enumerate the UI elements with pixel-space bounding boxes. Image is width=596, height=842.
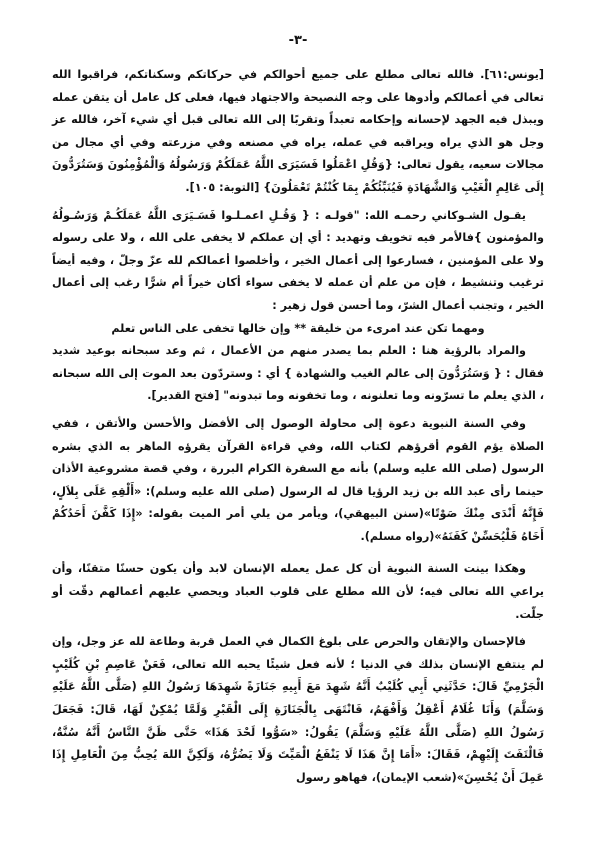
poem-verse-zuhair: ومهما تكن عند امرىء من خليقة ** وإن خالها تخفى على الناس تعلم bbox=[111, 321, 485, 335]
page-number: -٣- bbox=[288, 33, 308, 48]
paragraph-ihsan-hadith: فالإحسان والإتقان والحرص على بلوغ الكمال في العمل قربة وطاعة لله عز وجل، وإن لم ينتفع الإنسان بذلك في الدنيا ؛ لأنه فعل شيئًا يحبه الله تعالى، فَعَنْ عَاصِمِ بْنِ كُلَيْبٍ الْجَرْمِيِّ قَالَ: حَدَّثَنِي أَبِي كُلَيْبٌ أَنَّهُ شَهِدَ مَعَ أَبِيهِ جَنَازَةً شَهِدَهَا رَسُولُ اللهِ (صَلَّى اللَّهُ عَلَيْهِ وَسَلَّمَ) وَأَنَا غُلَامٌ أَعْقِلُ وَأَفْهَمُ، فَانْتَهَى بِالْجَنَازَةِ إِلَى الْقَبْرِ وَلَمَّا يُمْكِنْ لَهَا، قَالَ: فَجَعَلَ رَسُولُ اللهِ (صَلَّى اللَّهُ عَلَيْهِ وَسَلَّمَ) يَقُولُ: «سَوُّوا لَحْدَ هَذَا» حَتَّى ظَنَّ النَّاسُ أَنَّهُ سُنَّةٌ، فَالْتَفَتَ إِلَيْهِمْ، فَقَالَ: «أَمَا إِنَّ هَذَا لَا يَنْفَعُ الْمَيِّتَ وَلَا يَضُرُّهُ، وَلَكِنَّ اللهَ يُحِبُّ مِنَ الْعَامِلِ إِذَا عَمِلَ أَنْ يُحْسِنَ»(شعب الإيمان)، فهاهو رسول bbox=[52, 635, 544, 784]
document-page bbox=[52, 0, 544, 842]
paragraph-meaning-of-seeing: والمراد بالرؤية هنا : العلم بما يصدر منهم من الأعمال ، ثم وعد سبحانه بوعيد شديد فقال : { وَسَتُرَدُّونَ إلى عالم الغيب والشهادة } أي : وستردّون بعد الموت إلى الله سبحانه ، الذي يعلم ما تسرّونه وما تعلنونه ، وما تخفونه وما تبدونه" [فتح القدير]. bbox=[52, 344, 544, 403]
paragraph-sunnah-excellence: وفي السنة النبوية دعوة إلى محاولة الوصول إلى الأفضل والأحسن والأتقن ، ففي الصلاة يؤم القوم أقرؤهم لكتاب الله، وفي قراءة القرآن يقرؤه الماهر به الذي بشره الرسول (صلى الله عليه وسلم) بأنه مع السفرة الكرام البررة ، وفي قصة مشروعية الأذان حينما رأى عبد الله بن زيد الرؤيا قال له الرسول (صلى الله عليه وسلم): «أَلْقِهِ عَلَى بِلاَلٍ، فَإِنَّهُ أَنْدَى مِنْكَ صَوْتًا»(سنن البيهقي)، ويأمر من يلي أمر الميت بقوله: «إِذَا كَفَّنَ أَحَدُكُمْ أَخَاهُ فَلْيُحَسِّنْ كَفَنَهُ»(رواه مسلم). bbox=[52, 416, 544, 543]
paragraph-shawkani-quote: يقـول الشـوكاني رحمـه الله: "قولـه : { وَقُـلِ اعمـلـوا فَسَـيَرَى اللَّهُ عَمَلَكُـمْ وَرَسُـولُهُ والمؤمنون }فالأمر فيه تخويف وتهديد : أي إن عملكم لا يخفى على الله ، ولا على رسوله ولا على المؤمنين ، فسارعوا إلى أعمال الخير ، وأخلصوا أعمالكم لله عزّ وجلّ ، وفيه أيضاً ترغيب وتنشيط ، فإن من علم أن عمله لا يخفى سواء أكان خيراً أم شرًّا رغب إلى أعمال الخير ، وتجنب أعمال الشرّ، وما أحسن قول زهير : bbox=[52, 208, 544, 312]
paragraph-surah-yunus: [يونس:٦١]. فالله تعالى مطلع على جميع أحوالكم في حركاتكم وسكناتكم، فراقبوا الله تعالى في أعمالكم وأدوها على وجه النصيحة والاجتهاد فيها، فعلى كل عامل أن يتقن عمله ويبذل فيه الجهد لإحسانه وإحكامه تعبداً وتقربًا إلى الله تعالى قبل أي شيء آخر، فالله عز وجل هو الذي يراه ويراقبه في عمله، يراه في مصنعه وفي مزرعته وفي أي مجال من مجالات سعيه، يقول تعالى: {وَقُلِ اعْمَلُوا فَسَيَرَى اللَّهُ عَمَلَكُمْ وَرَسُولُهُ وَالْمُؤْمِنُونَ وَسَتُرَدُّونَ إِلَى عَالِمِ الْغَيْبِ وَالشَّهَادَةِ فَيُنَبِّئُكُمْ بِمَا كُنْتُمْ تَعْمَلُونَ} [التوبة: ١٠٥]. bbox=[52, 68, 544, 194]
paragraph-sunnah-summary: وهكذا بينت السنة النبوية أن كل عمل يعمله الإنسان لابد وأن يكون حسنًا متقنًا، وأن يراعي الله تعالى فيه؛ لأن الله مطلع على قلوب العباد ويحصي عليهم أعمالهم دقّت أو جلّت. bbox=[52, 562, 544, 621]
document-body bbox=[52, 64, 544, 789]
